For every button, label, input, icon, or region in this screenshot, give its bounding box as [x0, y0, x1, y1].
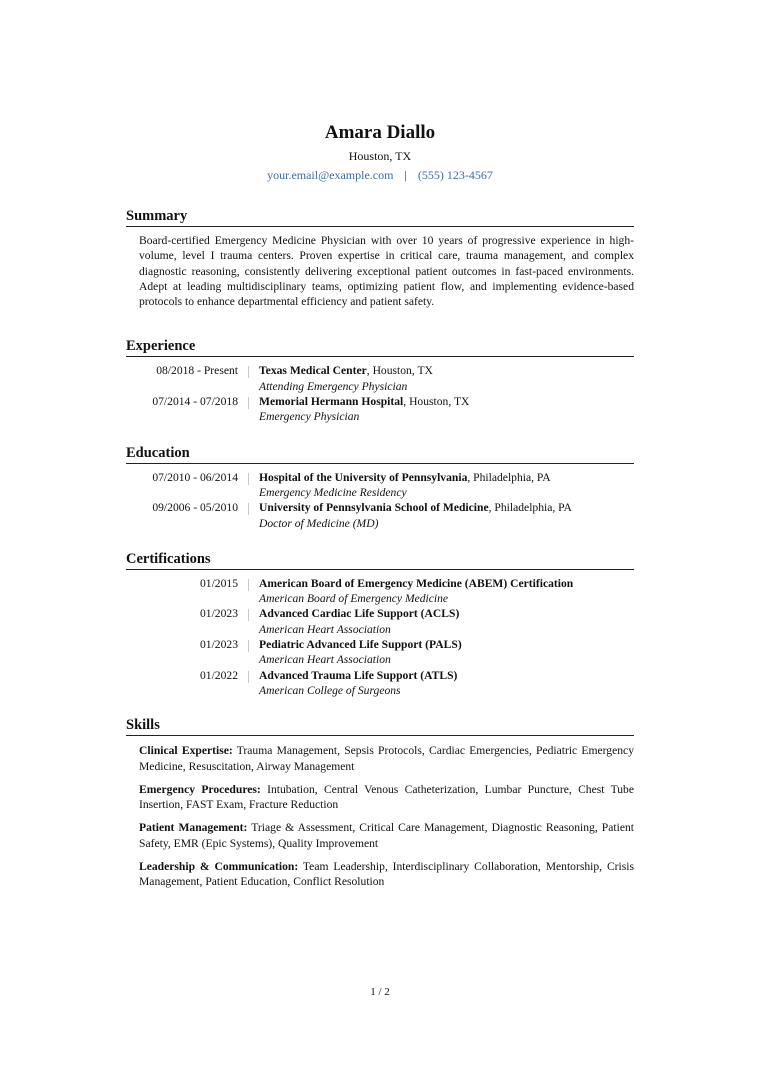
entry-organization: Advanced Trauma Life Support (ATLS) [259, 668, 458, 682]
summary-section [126, 207, 634, 309]
skill-category: Patient Management: [139, 821, 248, 835]
entry-date: 07/2014 - 07/2018 [152, 395, 238, 409]
skill-category: Clinical Expertise: [139, 744, 233, 758]
certifications-list [126, 576, 634, 698]
experience-list [126, 363, 634, 424]
phone-link[interactable]: (555) 123-4567 [417, 168, 493, 182]
entry-role: American Heart Association [259, 653, 391, 667]
entry-date: 01/2023 [199, 638, 238, 652]
entry-role: American Heart Association [259, 622, 391, 636]
entry-heading [259, 606, 634, 621]
education-list [126, 470, 634, 531]
entry-row [126, 606, 634, 637]
entry-date: 09/2006 - 05/2010 [152, 501, 238, 515]
candidate-name: Amara Diallo [324, 122, 436, 143]
entry-body [259, 500, 634, 531]
entry-date: 01/2023 [199, 607, 238, 621]
entry-divider [248, 609, 249, 621]
entry-row [126, 576, 634, 607]
entry-body [259, 363, 634, 394]
entry-role: American Board of Emergency Medicine [259, 592, 449, 606]
skill-category: Emergency Procedures: [139, 782, 261, 796]
entry-location: , Houston, TX [366, 364, 433, 378]
section-title-summary: Summary [126, 207, 634, 227]
entry-role: American College of Surgeons [259, 683, 401, 697]
entry-body [259, 606, 634, 637]
entry-body [259, 637, 634, 668]
email-link[interactable]: your.email@example.com [267, 168, 394, 182]
contact-separator: | [404, 168, 407, 182]
skills-section [126, 716, 634, 889]
entry-divider [248, 671, 249, 683]
resume-header [126, 120, 634, 183]
entry-heading [259, 363, 634, 378]
entry-body [259, 668, 634, 699]
summary-text: Board-certified Emergency Medicine Physician with over 10 years of progressive experience in high-volume, level I trauma centers. Proven expertise in critical care, trauma management, and complex diagnostic reasoning, consistently delivering exceptional patient outcomes in fast-paced environments. Adept at leading multidisciplinary teams, optimizing patient flow, and implementing evidence-based protocols to enhance departmental efficiency and patient safety. [139, 234, 634, 309]
entry-organization: University of Pennsylvania School of Medicine [259, 501, 489, 515]
entry-organization: Advanced Cardiac Life Support (ACLS) [259, 607, 460, 621]
entry-row [126, 668, 634, 699]
entry-date: 01/2022 [199, 668, 238, 682]
entry-divider [248, 640, 249, 652]
entry-location: , Philadelphia, PA [488, 501, 572, 515]
skill-category: Leadership & Communication: [139, 860, 299, 874]
entry-row [126, 363, 634, 394]
entry-role: Emergency Physician [259, 410, 360, 424]
candidate-location: Houston, TX [348, 149, 412, 163]
entry-role: Emergency Medicine Residency [259, 485, 407, 499]
section-title-certifications: Certifications [126, 550, 634, 570]
entry-role: Doctor of Medicine (MD) [259, 516, 379, 530]
entry-date: 07/2010 - 06/2014 [152, 470, 238, 484]
education-section [126, 444, 634, 531]
entry-date: 01/2015 [199, 576, 238, 590]
entry-organization: Texas Medical Center [259, 364, 367, 378]
entry-location: , Philadelphia, PA [467, 470, 551, 484]
entry-body [259, 470, 634, 501]
skill-group [139, 743, 634, 774]
certifications-section [126, 550, 634, 698]
entry-heading [259, 470, 634, 485]
entry-row [126, 470, 634, 501]
skill-group [139, 782, 634, 813]
skill-list-text: Triage & Assessment, Critical Care Management, Diagnostic Reasoning, Patient Safety, EMR (Epic Systems), Quality Improvement [139, 821, 634, 850]
skill-list-text: Intubation, Central Venous Catheterization, Lumbar Puncture, Chest Tube Insertion, FAST Exam, Fracture Reduction [139, 782, 634, 812]
page-number: 1 / 2 [370, 986, 390, 998]
entry-heading [259, 637, 634, 652]
entry-row [126, 637, 634, 668]
entry-organization: American Board of Emergency Medicine (ABEM) Certification [259, 576, 574, 590]
entry-heading [259, 668, 634, 683]
entry-divider [248, 366, 249, 378]
entry-heading [259, 576, 634, 591]
entry-date: 08/2018 - Present [156, 364, 238, 378]
skill-list-text: Team Leadership, Interdisciplinary Collaboration, Mentorship, Crisis Management, Patient Education, Conflict Resolution [139, 860, 635, 889]
entry-heading [259, 394, 634, 409]
entry-divider [248, 503, 249, 515]
entry-body [259, 576, 634, 607]
experience-section [126, 337, 634, 424]
entry-row [126, 500, 634, 531]
entry-organization: Hospital of the University of Pennsylvania [259, 470, 468, 484]
entry-organization: Pediatric Advanced Life Support (PALS) [259, 638, 462, 652]
entry-organization: Memorial Hermann Hospital [259, 395, 404, 409]
skill-group [139, 820, 634, 851]
entry-role: Attending Emergency Physician [259, 379, 408, 393]
section-title-education: Education [126, 444, 634, 464]
entry-body [259, 394, 634, 425]
section-title-experience: Experience [126, 337, 634, 357]
skills-list [139, 743, 634, 889]
resume-page [126, 120, 634, 898]
entry-divider [248, 579, 249, 591]
entry-heading [259, 500, 634, 515]
entry-row [126, 394, 634, 425]
section-title-skills: Skills [126, 716, 634, 736]
entry-location: , Houston, TX [403, 395, 470, 409]
skill-group [139, 859, 634, 890]
entry-divider [248, 397, 249, 409]
contact-line [126, 167, 634, 183]
entry-divider [248, 473, 249, 485]
skill-list-text: Trauma Management, Sepsis Protocols, Cardiac Emergencies, Pediatric Emergency Medicine, Resuscitation, Airway Management [139, 744, 634, 773]
